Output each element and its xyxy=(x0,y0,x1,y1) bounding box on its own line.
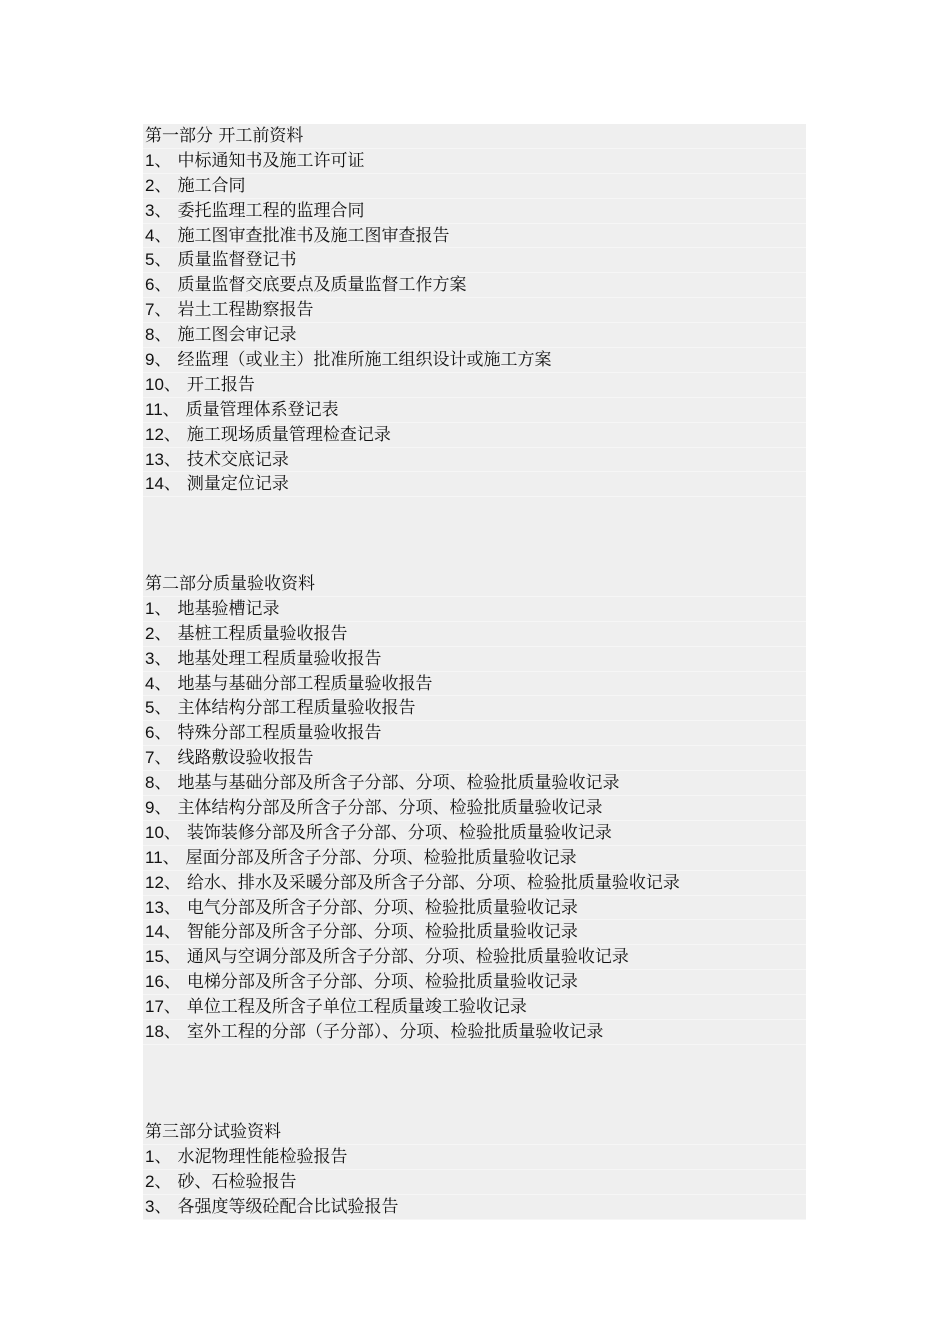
item-text: 中标通知书及施工许可证 xyxy=(177,150,365,171)
item-number: 10 xyxy=(145,374,164,394)
list-item xyxy=(143,821,806,846)
item-number: 7 xyxy=(145,748,155,768)
item-separator: 、 xyxy=(154,225,172,246)
list-item xyxy=(143,298,806,323)
list-item xyxy=(143,248,806,273)
list-item xyxy=(143,746,806,771)
item-text: 给水、排水及采暖分部及所含子分部、分项、检验批质量验收记录 xyxy=(186,872,680,893)
list-item xyxy=(143,1195,806,1220)
item-separator: 、 xyxy=(163,922,181,943)
item-text: 电梯分部及所含子分部、分项、检验批质量验收记录 xyxy=(186,972,578,993)
item-separator: 、 xyxy=(154,598,172,619)
list-item xyxy=(143,871,806,896)
item-separator: 、 xyxy=(154,250,172,271)
item-separator: 、 xyxy=(154,798,172,819)
item-number: 8 xyxy=(145,325,155,345)
section-title: 第一部分 开工前资料 xyxy=(143,124,806,149)
list-item xyxy=(143,696,806,721)
item-text: 电气分部及所含子分部、分项、检验批质量验收记录 xyxy=(186,897,578,918)
item-number: 13 xyxy=(145,449,164,469)
item-separator: 、 xyxy=(163,424,181,445)
list-item xyxy=(143,273,806,298)
list-item xyxy=(143,1020,806,1045)
item-separator: 、 xyxy=(162,399,180,420)
item-separator: 、 xyxy=(154,325,172,346)
item-text: 装饰装修分部及所含子分部、分项、检验批质量验收记录 xyxy=(186,822,612,843)
item-separator: 、 xyxy=(154,200,172,221)
item-text: 地基与基础分部工程质量验收报告 xyxy=(177,673,433,694)
list-item xyxy=(143,373,806,398)
list-item xyxy=(143,1170,806,1195)
item-separator: 、 xyxy=(162,847,180,868)
list-item xyxy=(143,174,806,199)
list-item xyxy=(143,1145,806,1170)
item-separator: 、 xyxy=(154,300,172,321)
item-text: 经监理（或业主）批准所施工组织设计或施工方案 xyxy=(177,350,552,371)
item-number: 14 xyxy=(145,922,164,942)
item-text: 通风与空调分部及所含子分部、分项、检验批质量验收记录 xyxy=(186,947,629,968)
section-title: 第三部分试验资料 xyxy=(143,1120,806,1145)
list-item xyxy=(143,199,806,224)
list-item xyxy=(143,846,806,871)
list-item xyxy=(143,920,806,945)
item-number: 3 xyxy=(145,1196,155,1216)
item-number: 15 xyxy=(145,947,164,967)
item-number: 10 xyxy=(145,822,164,842)
item-number: 1 xyxy=(145,1146,155,1166)
item-number: 18 xyxy=(145,1022,164,1042)
item-number: 14 xyxy=(145,474,164,494)
item-text: 施工图审查批准书及施工图审查报告 xyxy=(177,225,450,246)
list-item xyxy=(143,796,806,821)
item-number: 4 xyxy=(145,673,155,693)
item-separator: 、 xyxy=(163,474,181,495)
item-separator: 、 xyxy=(154,673,172,694)
item-text: 基桩工程质量验收报告 xyxy=(177,623,348,644)
item-separator: 、 xyxy=(154,773,172,794)
item-separator: 、 xyxy=(154,1146,172,1167)
item-text: 地基处理工程质量验收报告 xyxy=(177,648,382,669)
list-item xyxy=(143,323,806,348)
item-separator: 、 xyxy=(163,897,181,918)
item-text: 线路敷设验收报告 xyxy=(177,748,314,769)
list-item xyxy=(143,721,806,746)
list-item xyxy=(143,970,806,995)
item-number: 13 xyxy=(145,897,164,917)
item-text: 质量管理体系登记表 xyxy=(185,399,339,420)
item-number: 3 xyxy=(145,648,155,668)
item-text: 砂、石检验报告 xyxy=(177,1171,297,1192)
item-number: 11 xyxy=(145,399,163,419)
item-separator: 、 xyxy=(154,748,172,769)
item-text: 施工现场质量管理检查记录 xyxy=(186,424,391,445)
item-separator: 、 xyxy=(163,449,181,470)
item-number: 17 xyxy=(145,997,164,1017)
item-separator: 、 xyxy=(163,1022,181,1043)
item-number: 1 xyxy=(145,150,155,170)
section-quality-acceptance xyxy=(143,572,806,1045)
item-number: 2 xyxy=(145,175,155,195)
list-item xyxy=(143,672,806,697)
list-item xyxy=(143,597,806,622)
item-separator: 、 xyxy=(154,723,172,744)
item-number: 16 xyxy=(145,972,164,992)
item-number: 5 xyxy=(145,250,155,270)
item-text: 技术交底记录 xyxy=(186,449,289,470)
item-text: 主体结构分部工程质量验收报告 xyxy=(177,698,416,719)
item-separator: 、 xyxy=(154,648,172,669)
item-separator: 、 xyxy=(154,1171,172,1192)
item-number: 6 xyxy=(145,723,155,743)
item-text: 单位工程及所含子单位工程质量竣工验收记录 xyxy=(186,997,527,1018)
item-separator: 、 xyxy=(154,150,172,171)
item-number: 11 xyxy=(145,847,163,867)
list-item xyxy=(143,896,806,921)
item-number: 6 xyxy=(145,275,155,295)
list-item xyxy=(143,622,806,647)
list-item xyxy=(143,647,806,672)
list-item xyxy=(143,348,806,373)
item-number: 1 xyxy=(145,598,155,618)
list-item xyxy=(143,423,806,448)
item-text: 质量监督交底要点及质量监督工作方案 xyxy=(177,275,467,296)
item-separator: 、 xyxy=(163,872,181,893)
item-text: 智能分部及所含子分部、分项、检验批质量验收记录 xyxy=(186,922,578,943)
item-text: 屋面分部及所含子分部、分项、检验批质量验收记录 xyxy=(185,847,577,868)
item-text: 各强度等级砼配合比试验报告 xyxy=(177,1196,399,1217)
item-text: 施工图会审记录 xyxy=(177,325,297,346)
item-separator: 、 xyxy=(154,623,172,644)
item-separator: 、 xyxy=(154,698,172,719)
item-number: 12 xyxy=(145,424,164,444)
list-item xyxy=(143,771,806,796)
document-content xyxy=(143,124,806,1220)
item-separator: 、 xyxy=(154,175,172,196)
list-item xyxy=(143,448,806,473)
item-text: 室外工程的分部（子分部）、分项、检验批质量验收记录 xyxy=(186,1022,604,1043)
item-number: 9 xyxy=(145,798,155,818)
item-text: 质量监督登记书 xyxy=(177,250,297,271)
item-separator: 、 xyxy=(154,350,172,371)
list-item xyxy=(143,995,806,1020)
item-text: 岩土工程勘察报告 xyxy=(177,300,314,321)
item-number: 8 xyxy=(145,773,155,793)
section-test-materials xyxy=(143,1120,806,1220)
item-number: 4 xyxy=(145,225,155,245)
item-number: 9 xyxy=(145,350,155,370)
list-item xyxy=(143,224,806,249)
item-text: 特殊分部工程质量验收报告 xyxy=(177,723,382,744)
section-title: 第二部分质量验收资料 xyxy=(143,572,806,597)
item-number: 2 xyxy=(145,623,155,643)
item-number: 2 xyxy=(145,1171,155,1191)
item-text: 委托监理工程的监理合同 xyxy=(177,200,365,221)
item-text: 地基与基础分部及所含子分部、分项、检验批质量验收记录 xyxy=(177,773,620,794)
item-separator: 、 xyxy=(163,374,181,395)
item-number: 3 xyxy=(145,200,155,220)
item-separator: 、 xyxy=(163,997,181,1018)
item-separator: 、 xyxy=(154,275,172,296)
section-pre-construction xyxy=(143,124,806,497)
list-item xyxy=(143,398,806,423)
item-text: 开工报告 xyxy=(186,374,255,395)
list-item xyxy=(143,472,806,497)
item-separator: 、 xyxy=(163,947,181,968)
item-text: 水泥物理性能检验报告 xyxy=(177,1146,348,1167)
item-separator: 、 xyxy=(154,1196,172,1217)
item-text: 地基验槽记录 xyxy=(177,598,280,619)
item-text: 测量定位记录 xyxy=(186,474,289,495)
item-separator: 、 xyxy=(163,972,181,993)
item-text: 主体结构分部及所含子分部、分项、检验批质量验收记录 xyxy=(177,798,603,819)
list-item xyxy=(143,945,806,970)
item-number: 12 xyxy=(145,872,164,892)
item-number: 5 xyxy=(145,698,155,718)
list-item xyxy=(143,149,806,174)
item-separator: 、 xyxy=(163,822,181,843)
item-number: 7 xyxy=(145,300,155,320)
item-text: 施工合同 xyxy=(177,175,246,196)
